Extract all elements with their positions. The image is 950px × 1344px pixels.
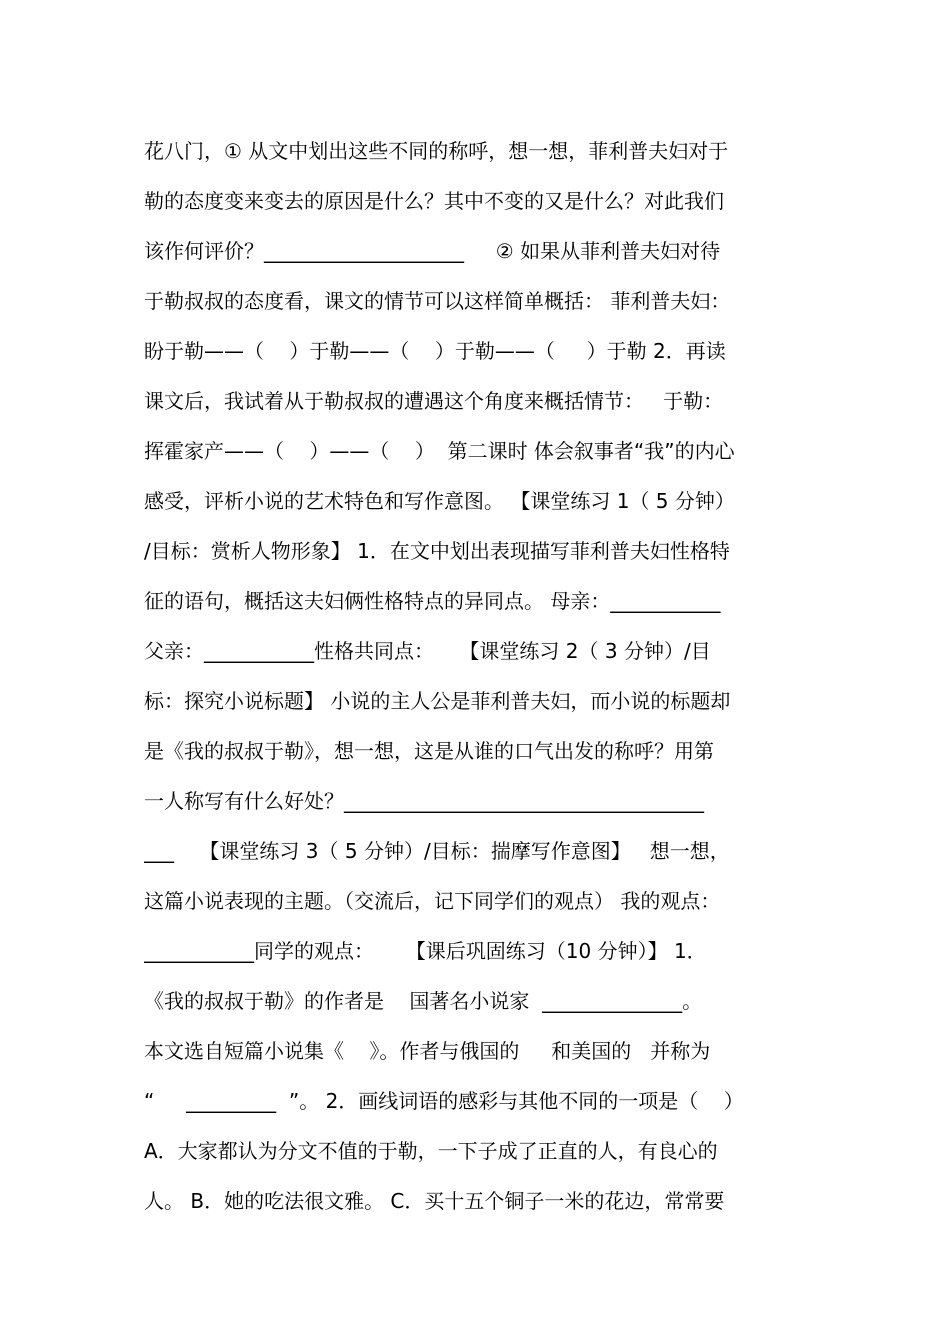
- text-line: 于勒叔叔的态度看，课文的情节可以这样简单概括： 菲利普夫妇：: [144, 289, 731, 313]
- text-line: 人。 B．她的吃法很文雅。 C．买十五个铜子一米的花边，常常要: [144, 1189, 725, 1213]
- text-line: A．大家都认为分文不值的于勒，一下子成了正直的人，有良心的: [144, 1139, 718, 1163]
- text-line: /目标：赏析人物形象】 1．在文中划出表现描写菲利普夫妇性格特: [144, 539, 730, 563]
- text-line: 感受，评析小说的艺术特色和写作意图。 【课堂练习 1（ 5 分钟）: [144, 489, 735, 513]
- text-line: 是《我的叔叔于勒》，想一想，这是从谁的口气出发的称呼？用第: [144, 739, 714, 763]
- text-line: “ _________ ”。 2．画线词语的感彩与其他不同的一项是（ ）: [144, 1089, 744, 1113]
- text-line: 《我的叔叔于勒》的作者是 国著名小说家 ______________。: [144, 989, 703, 1013]
- text-line: 勒的态度变来变去的原因是什么？其中不变的又是什么？对此我们: [144, 189, 724, 213]
- text-line: 这篇小说表现的主题。（交流后，记下同学们的观点） 我的观点：: [144, 889, 721, 913]
- text-line: ___ 【课堂练习 3（ 5 分钟）/目标：揣摩写作意图】 想一想，: [144, 839, 730, 863]
- text-line: 父亲：___________性格共同点： 【课堂练习 2（ 3 分钟）/目: [144, 639, 711, 663]
- text-line: 花八门，① 从文中划出这些不同的称呼，想一想，菲利普夫妇对于: [144, 139, 729, 163]
- text-line: 该作何评价？____________________ ② 如果从菲利普夫妇对待: [144, 239, 721, 263]
- text-line: 挥霍家产——（ ）——（ ） 第二课时 体会叙事者“我”的内心: [144, 439, 735, 463]
- text-line: 课文后，我试着从于勒叔叔的遭遇这个角度来概括情节： 于勒：: [144, 389, 724, 413]
- text-line: 征的语句，概括这夫妇俩性格特点的异同点。 母亲：___________: [144, 589, 721, 613]
- text-line: 盼于勒——（ ）于勒——（ ）于勒——（ ）于勒 2．再读: [144, 339, 726, 363]
- text-line: 一人称写有什么好处？____________________________________: [144, 789, 704, 813]
- text-line: ___________同学的观点： 【课后巩固练习（10 分钟）】 1．: [144, 939, 707, 963]
- text-line: 标：探究小说标题】 小说的主人公是菲利普夫妇，而小说的标题却: [144, 689, 731, 713]
- text-line: 本文选自短篇小说集《 》。作者与俄国的 和美国的 并称为: [144, 1039, 711, 1063]
